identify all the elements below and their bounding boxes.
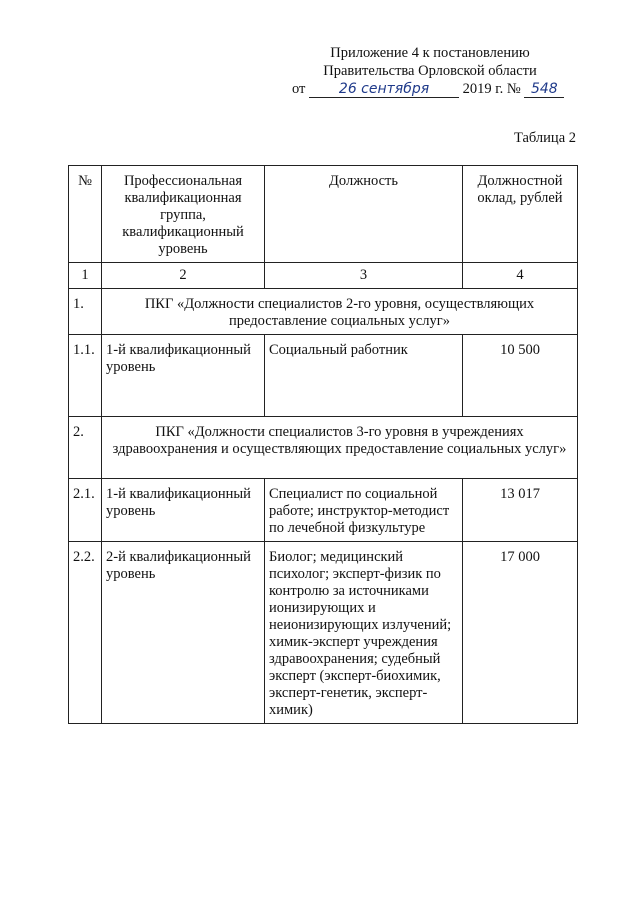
header-from: от (292, 81, 306, 97)
salary-value: 17 000 (463, 542, 578, 724)
table-row (69, 289, 578, 335)
column-number: 3 (265, 263, 463, 289)
table-row (69, 417, 578, 479)
qualification-level: 2-й квалификационный уровень (102, 542, 265, 724)
handwritten-date: 26 сентября (309, 81, 459, 98)
qualification-level: 1-й квалификационный уровень (102, 335, 265, 417)
column-number: 4 (463, 263, 578, 289)
position-name: Социальный работник (265, 335, 463, 417)
header-line-2: Правительства Орловской области (323, 63, 537, 79)
position-name: Биолог; медицинский психолог; эксперт-физик по контролю за источниками ионизирующих и неионизирующих излучений; химик-эксперт учреждения здравоохранения; судебный эксперт (эксперт-биохимик, эксперт-генетик, эксперт-химик) (265, 542, 463, 724)
salary-value: 10 500 (463, 335, 578, 417)
header-salary: Должностной оклад, рублей (463, 166, 578, 263)
row-number: 2.1. (69, 479, 102, 542)
salary-table (68, 165, 578, 724)
row-number: 1.1. (69, 335, 102, 417)
qualification-level: 1-й квалификационный уровень (102, 479, 265, 542)
table-title: Таблица 2 (513, 130, 576, 146)
salary-value: 13 017 (463, 479, 578, 542)
column-number: 2 (102, 263, 265, 289)
header-position: Должность (265, 166, 463, 263)
document-header (292, 44, 560, 98)
header-group: Профессиональная квалификационная группа, квалификационный уровень (102, 166, 265, 263)
header-year: 2019 г. № (462, 81, 521, 97)
table-row (69, 542, 578, 724)
table-header-row (69, 166, 578, 263)
column-number-row (69, 263, 578, 289)
header-number: № (69, 166, 102, 263)
header-line-1: Приложение 4 к постановлению (330, 45, 530, 61)
column-number: 1 (69, 263, 102, 289)
row-number: 2.2. (69, 542, 102, 724)
group-title: ПКГ «Должности специалистов 3-го уровня в учреждениях здравоохранения и осуществляющих предоставление социальных услуг» (102, 417, 578, 479)
table-row (69, 479, 578, 542)
handwritten-number: 548 (524, 81, 564, 98)
header-date-line (292, 80, 560, 98)
row-number: 1. (69, 289, 102, 335)
position-name: Специалист по социальной работе; инструктор-методист по лечебной физкультуре (265, 479, 463, 542)
table-row (69, 335, 578, 417)
group-title: ПКГ «Должности специалистов 2-го уровня, осуществляющих предоставление социальных услуг» (102, 289, 578, 335)
row-number: 2. (69, 417, 102, 479)
